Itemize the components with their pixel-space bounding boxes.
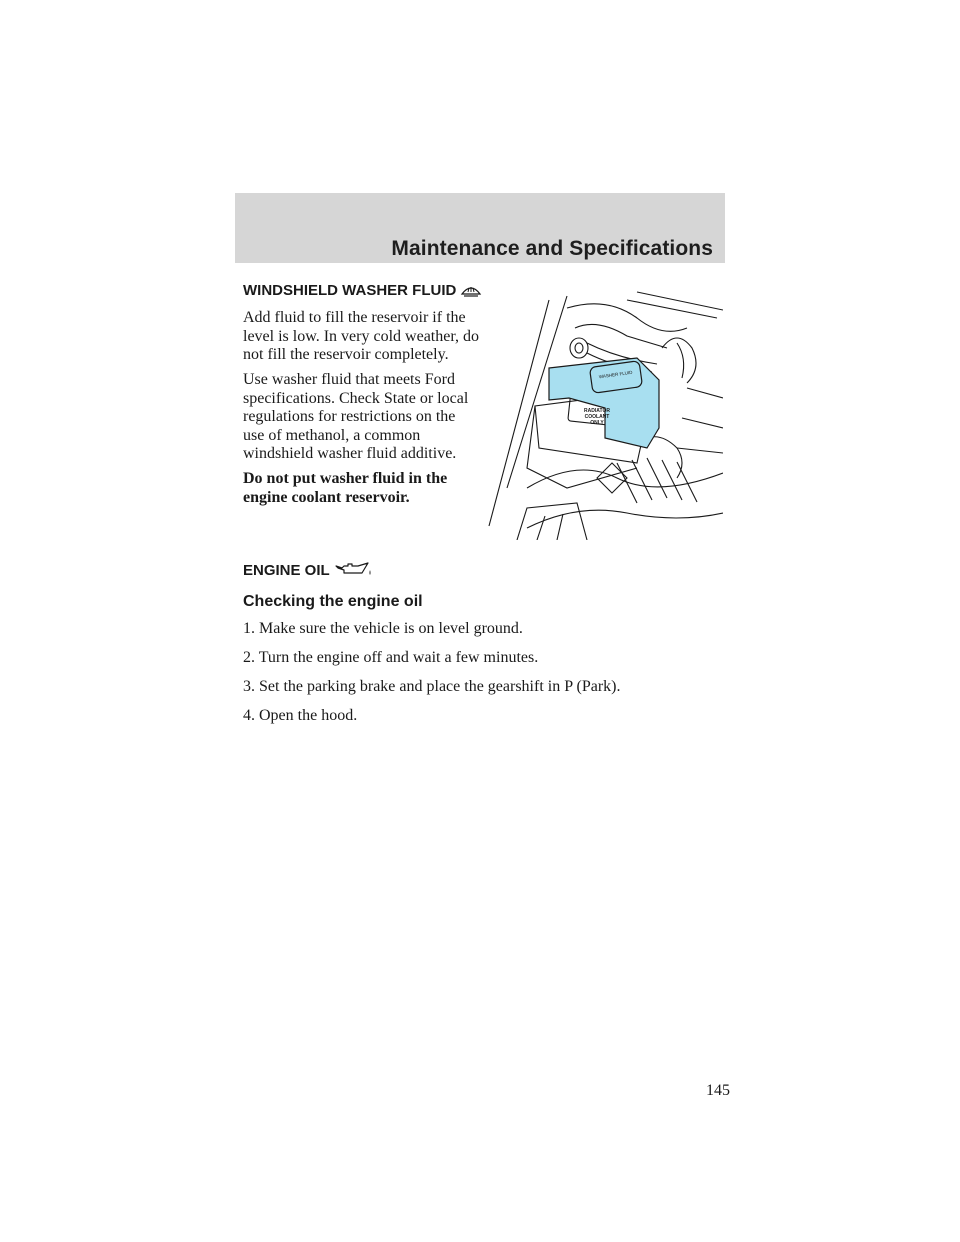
washer-fluid-icon [460, 283, 482, 299]
text-line: Do not put washer fluid in the [243, 470, 448, 487]
section-header [235, 193, 725, 263]
engine-oil-heading [243, 561, 374, 579]
engine-compartment-illustration [487, 288, 723, 540]
engine-oil-heading-text: ENGINE OIL [243, 561, 330, 579]
coolant-label-line-2: COOLANT [584, 414, 610, 420]
text-line: Use washer fluid that meets Ford [243, 371, 455, 388]
text-line: use of methanol, a common [243, 426, 421, 444]
text-line: Add fluid to fill the reservoir if the [243, 309, 466, 326]
washer-paragraph-1 [243, 309, 483, 365]
text-line: windshield washer fluid additive. [243, 445, 457, 462]
list-item: 1. Make sure the vehicle is on level ground. [243, 620, 523, 637]
list-item: 4. Open the hood. [243, 707, 358, 724]
coolant-label-line-3: ONLY [590, 420, 604, 426]
coolant-label-line-1: RADIATOR [584, 408, 610, 414]
oil-can-icon [334, 561, 374, 579]
oil-check-steps [243, 620, 621, 736]
checking-oil-subheading: Checking the engine oil [243, 593, 423, 610]
page-number: 145 [706, 1082, 730, 1099]
washer-fluid-heading-text: WINDSHIELD WASHER FLUID [243, 282, 457, 299]
section-title: Maintenance and Specifications [391, 237, 713, 260]
text-line: not fill the reservoir completely. [243, 346, 449, 363]
text-line: engine coolant reservoir. [243, 488, 410, 506]
list-item: 2. Turn the engine off and wait a few minutes. [243, 649, 539, 666]
washer-cap-text: WASHER FLUID [598, 369, 633, 380]
coolant-warning [243, 470, 483, 507]
list-item: 3. Set the parking brake and place the gearshift in P (Park). [243, 678, 621, 695]
text-line: regulations for restrictions on the [243, 408, 456, 425]
text-line: level is low. In very cold weather, do [243, 327, 480, 345]
washer-fluid-heading [243, 282, 482, 299]
text-line: specifications. Check State or local [243, 389, 469, 407]
washer-paragraph-2 [243, 371, 483, 464]
